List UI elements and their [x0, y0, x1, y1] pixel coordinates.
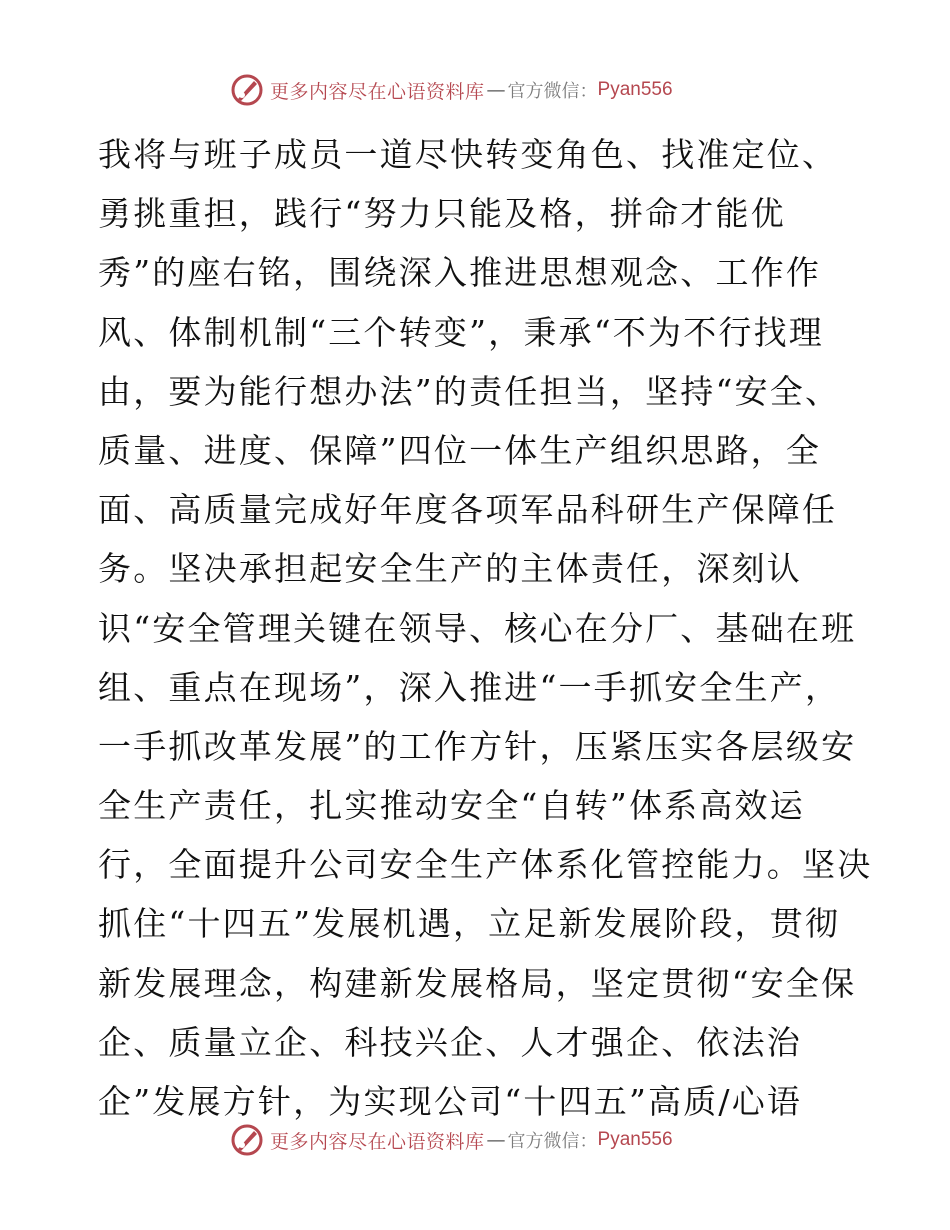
footer-wechat-id: Pyan556 [597, 1129, 673, 1150]
text-line: 风、体制机制“三个转变”，秉承“不为不行找理 [98, 312, 825, 352]
text-line: 新发展理念，构建新发展格局，坚定贯彻“安全保 [98, 963, 857, 1003]
text-line: 我将与班子成员一道尽快转变角色、找准定位、 [98, 135, 838, 174]
text-line: 识“安全管理关键在领导、核心在分厂、基础在班 [98, 608, 857, 648]
footer-banner [230, 1120, 730, 1160]
header-site-text: 更多内容尽在心语资料库 [270, 80, 485, 103]
header-separator: — [486, 79, 506, 101]
text-line: 行，全面提升公司安全生产体系化管控能力。坚决 [98, 845, 873, 885]
quill-logo-icon [230, 1123, 264, 1157]
quill-logo-icon [230, 73, 264, 107]
text-line: 抓住“十四五”发展机遇，立足新发展阶段，贯彻 [98, 904, 841, 944]
text-line: 一手抓改革发展”的工作方针，压紧压实各层级安 [98, 726, 857, 766]
header-wechat-id: Pyan556 [597, 79, 673, 100]
text-line: 务。坚决承担起安全生产的主体责任，深刻认 [98, 549, 802, 589]
document-body [98, 125, 873, 1131]
text-line: 全生产责任，扎实推动安全“自转”体系高效运 [98, 786, 805, 826]
footer-separator: — [486, 1129, 506, 1151]
header-banner [230, 70, 730, 110]
text-line: 质量、进度、保障”四位一体生产组织思路，全 [98, 430, 822, 470]
footer-wechat-label: 官方微信： [507, 1131, 598, 1152]
text-line: 勇挑重担，践行“努力只能及格，拼命才能优 [98, 194, 786, 234]
header-wechat-label: 官方微信： [507, 81, 598, 102]
text-line: 面、高质量完成好年度各项军品科研生产保障任 [98, 490, 838, 530]
text-line: 由，要为能行想办法”的责任担当，坚持“安全、 [98, 371, 841, 411]
text-line: 企”发展方针，为实现公司“十四五”高质/心语 [98, 1082, 803, 1121]
text-line: 企、质量立企、科技兴企、人才强企、依法治 [98, 1022, 802, 1062]
text-line: 秀”的座右铭，围绕深入推进思想观念、工作作 [98, 253, 822, 293]
footer-site-text: 更多内容尽在心语资料库 [270, 1130, 485, 1153]
text-line: 组、重点在现场”，深入推进“一手抓安全生产， [98, 667, 841, 707]
